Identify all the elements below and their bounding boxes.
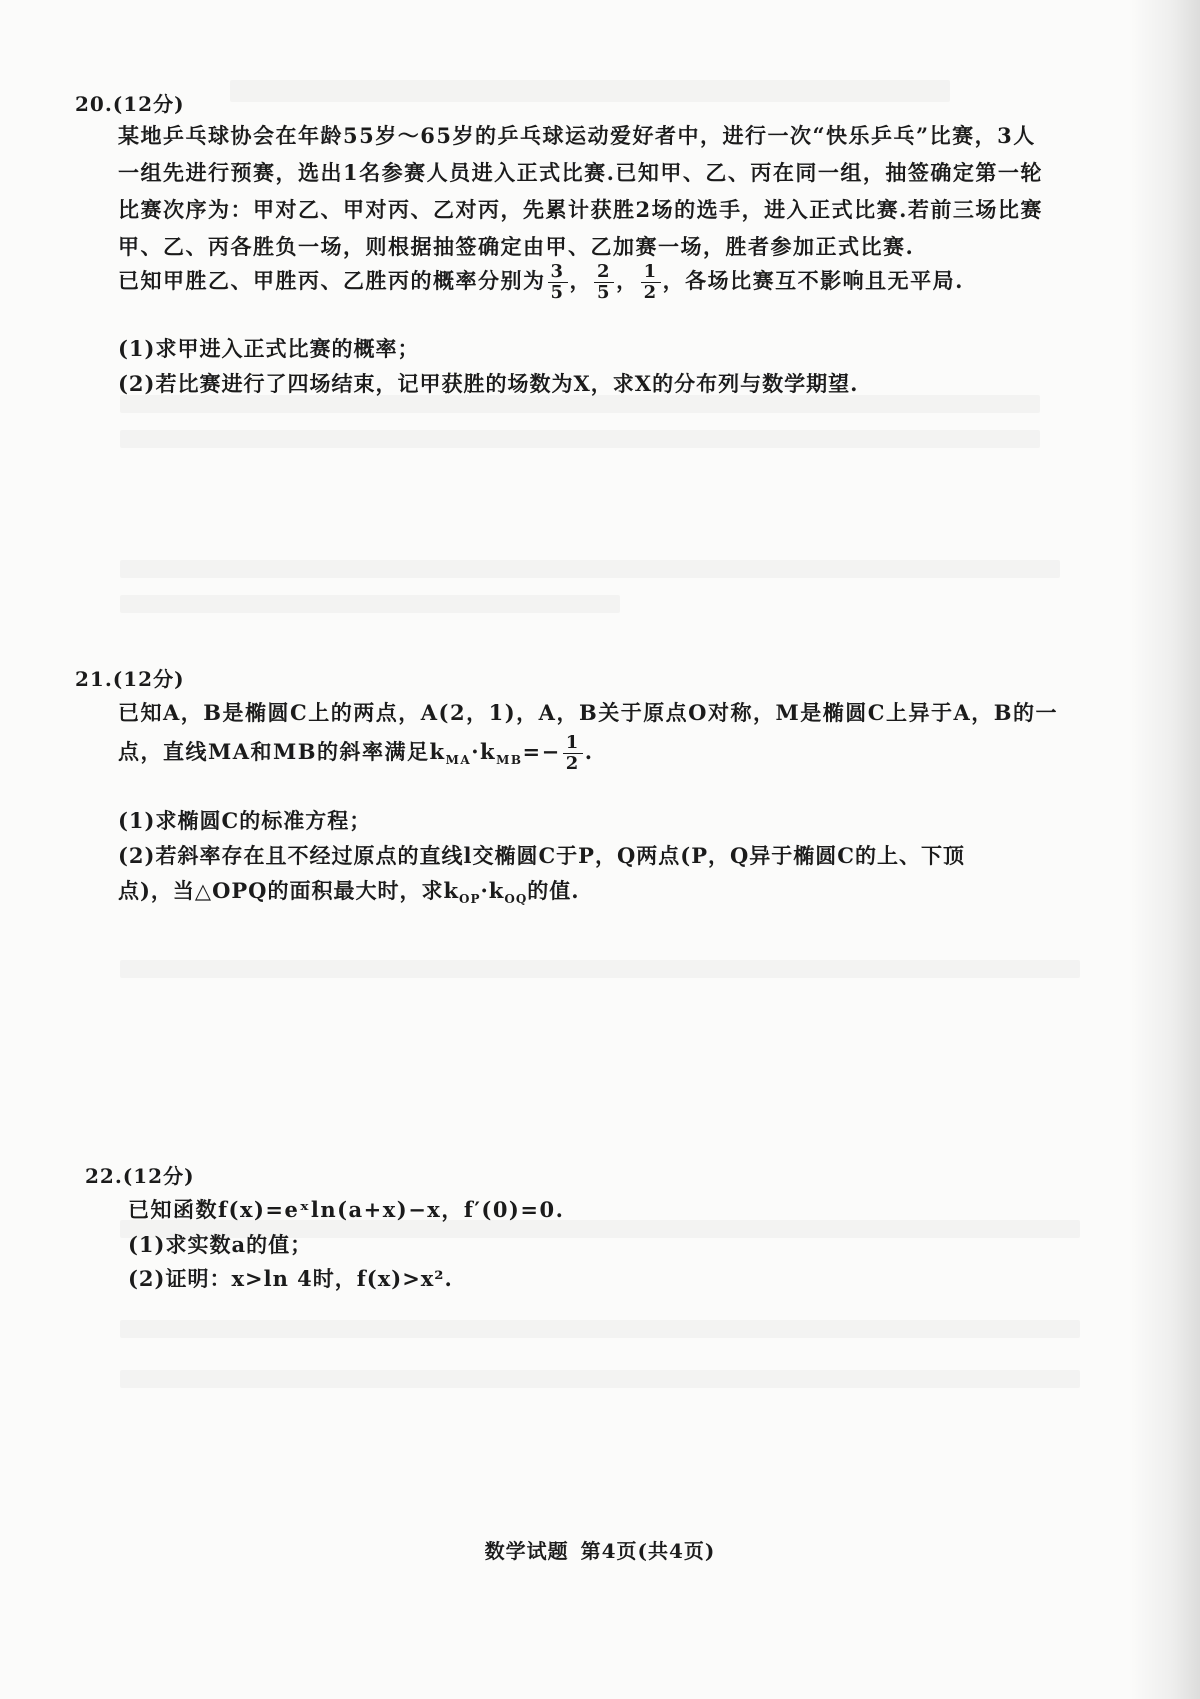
sub-question-1: (1)求甲进入正式比赛的概率；: [118, 336, 420, 361]
fraction-denominator: 5: [597, 281, 612, 303]
fraction-numerator: 1: [563, 733, 583, 754]
bleed-through-block: [120, 595, 620, 613]
bleed-through-block: [120, 960, 1080, 978]
fraction-denominator: 2: [643, 281, 658, 303]
fraction-denominator: 2: [565, 752, 580, 774]
sub-question-1: (1)求实数a的值；: [128, 1232, 313, 1257]
question-text-line: 比赛次序为：甲对乙、甲对丙、乙对丙，先累计获胜2场的选手，进入正式比赛.若前三场比赛: [118, 197, 1043, 222]
question-text-line: 甲、乙、丙各胜负一场，则根据抽签确定由甲、乙加赛一场，胜者参加正式比赛.: [118, 234, 915, 259]
bleed-through-block: [120, 560, 1060, 578]
probability-suffix: ，各场比赛互不影响且无平局.: [662, 267, 964, 293]
sub-question-2: (2)证明：x>ln 4时，f(x)>x².: [128, 1266, 453, 1291]
sub-question-2-line-1: (2)若斜率存在且不经过原点的直线l交椭圆C于P，Q两点(P，Q异于椭圆C的上、下顶: [118, 843, 965, 868]
footer-subject: 数学试题: [484, 1539, 569, 1563]
scan-edge-shadow: [1130, 0, 1200, 1699]
question-text-line: 某地乒乓球协会在年龄55岁～65岁的乒乓球运动爱好者中，进行一次“快乐乒乓”比赛，3人: [118, 123, 1036, 148]
separator: ，: [569, 267, 593, 293]
sub-question-2-line-2: [118, 875, 580, 906]
fraction-denominator: 5: [550, 281, 565, 303]
multiply-dot: ·k: [480, 878, 505, 903]
fraction: [594, 262, 614, 303]
question-text-line: 已知函数f(x)=eˣln(a+x)−x，f′(0)=0.: [128, 1197, 565, 1222]
period: .: [584, 738, 594, 764]
subscript-op: OP: [459, 892, 481, 907]
separator: ，: [616, 267, 639, 293]
sub-question-2: (2)若比赛进行了四场结束，记甲获胜的场数为X，求X的分布列与数学期望.: [118, 371, 859, 396]
bleed-through-block: [120, 1370, 1080, 1388]
bleed-through-block: [230, 80, 950, 102]
part2-suffix: 的值.: [527, 878, 580, 903]
probability-line: [118, 262, 964, 303]
question-text-line: 一组先进行预赛，选出1名参赛人员进入正式比赛.已知甲、乙、丙在同一组，抽签确定第一轮: [118, 160, 1043, 185]
part2-prefix: 点)，当△OPQ的面积最大时，求k: [118, 878, 460, 903]
subscript-oq: OQ: [504, 892, 528, 907]
equals-minus: =−: [522, 738, 561, 764]
subscript-mb: MB: [496, 752, 523, 767]
fraction-numerator: 3: [548, 262, 568, 283]
slope-condition-line: [118, 733, 594, 774]
footer-page-number: 第4页(共4页): [580, 1539, 716, 1563]
fraction: [563, 733, 583, 774]
subscript-ma: MA: [445, 752, 472, 767]
fraction-numerator: 2: [594, 262, 614, 283]
probability-prefix: 已知甲胜乙、甲胜丙、乙胜丙的概率分别为: [118, 267, 546, 293]
fraction-numerator: 1: [641, 262, 661, 283]
multiply-dot: ·k: [471, 738, 497, 764]
question-text-line: 已知A，B是椭圆C上的两点，A(2，1)，A，B关于原点O对称，M是椭圆C上异于A，B的一: [118, 700, 1058, 725]
bleed-through-block: [120, 430, 1040, 448]
fraction: [548, 262, 568, 303]
bleed-through-block: [120, 1320, 1080, 1338]
page-footer: [0, 1535, 1200, 1564]
question-number: 21.(12分): [75, 667, 185, 691]
slope-prefix: 点，直线MA和MB的斜率满足k: [118, 738, 446, 764]
fraction: [641, 262, 661, 303]
question-number: 22.(12分): [85, 1164, 195, 1188]
sub-question-1: (1)求椭圆C的标准方程；: [118, 808, 372, 833]
question-number: 20.(12分): [75, 92, 185, 116]
